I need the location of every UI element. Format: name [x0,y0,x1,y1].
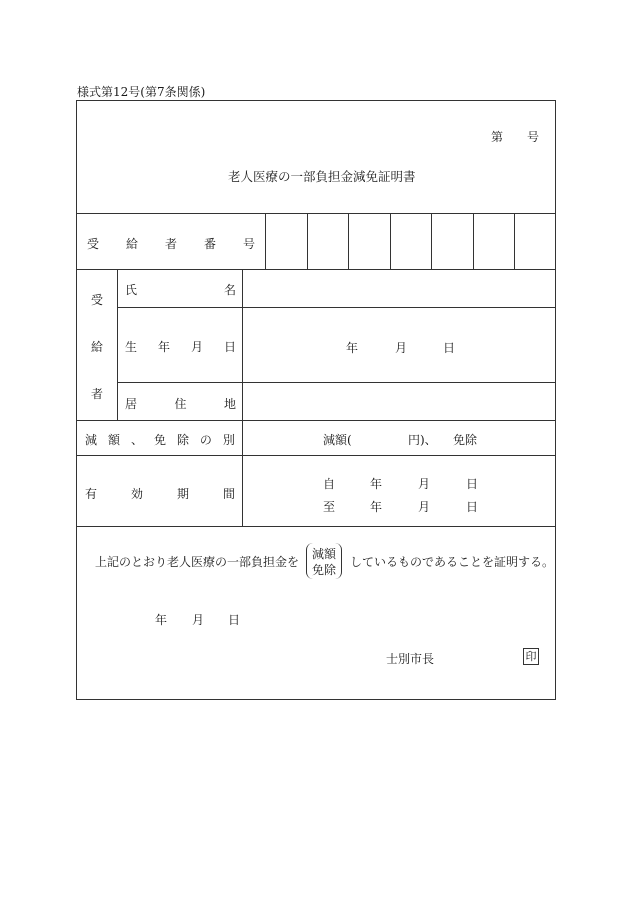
recipient-group-label: 受 [91,293,104,307]
validity-from-month: 月 [418,477,431,491]
recipient-group-label: 者 [91,387,104,401]
number-box-divider [307,213,308,269]
divider [77,526,555,527]
birth-month-field: 月 [395,341,408,355]
divider [117,269,118,420]
divider [77,420,555,421]
divider [242,269,243,526]
divider [117,382,555,383]
reduce-exempt-choice [306,543,342,579]
validity-to-label: 至 [323,500,336,514]
seal-stamp-box: 印 [523,648,539,665]
issue-month-field: 月 [192,613,205,627]
validity-from-day: 日 [466,477,479,491]
validity-from-year: 年 [370,477,383,491]
number-box-divider [348,213,349,269]
validity-from-label: 自 [323,477,336,491]
signatory-title: 士別市長 [386,652,435,666]
address-label: 居 住 地 [125,397,236,411]
divider [77,269,555,270]
exempt-option: 免除 [311,563,336,577]
validity-to-day: 日 [466,500,479,514]
divider [77,213,555,214]
birth-day-field: 日 [443,341,456,355]
exemption-option: 免除 [453,433,478,447]
validity-to-year: 年 [370,500,383,514]
number-box-divider [431,213,432,269]
recipient-number-label: 受 給 者 番 号 [87,237,255,251]
birth-date-label: 生 年 月 日 [125,340,236,354]
issue-year-field: 年 [155,613,168,627]
issue-day-field: 日 [228,613,241,627]
divider [117,307,555,308]
number-box-divider [514,213,515,269]
birth-year-field: 年 [346,341,359,355]
validity-to-month: 月 [418,500,431,514]
number-box-divider [390,213,391,269]
name-label: 氏 名 [125,283,236,297]
document-title: 老人医療の一部負担金減免証明書 [228,169,416,184]
reduction-type-label: 減 額 、 免 除 の 別 [85,433,235,447]
recipient-group-label: 給 [91,340,104,354]
certificate-number-prefix: 第 [491,130,504,144]
form-number-label: 様式第12号(第7条関係) [77,85,206,99]
number-box-divider [473,213,474,269]
reduction-amount-open: 減額( [323,433,352,447]
reduce-option: 減額 [311,547,336,561]
reduction-amount-close: 円)、 [408,433,437,447]
certification-text-before: 上記のとおり老人医療の一部負担金を [95,555,300,569]
divider [265,213,266,269]
certification-text-after: しているものであることを証明する。 [350,555,555,569]
divider [77,455,555,456]
certificate-number-suffix: 号 [527,130,540,144]
validity-period-label: 有 効 期 間 [85,487,235,501]
